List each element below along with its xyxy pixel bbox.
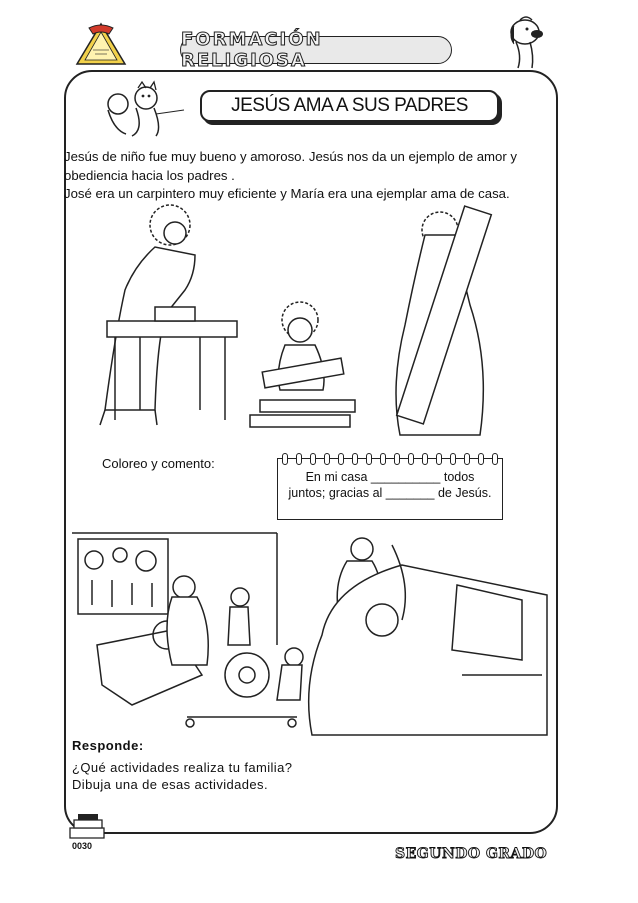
cat-mascot-icon <box>96 80 186 140</box>
logo-triangle-icon <box>75 22 127 66</box>
snoopy-icon <box>500 12 550 72</box>
jose-carpenter-figure <box>100 205 237 425</box>
question-line-2: Dibuja una de esas actividades. <box>72 777 268 792</box>
fill-in-note <box>277 458 503 520</box>
subject-banner <box>180 29 452 71</box>
family-workshop-illustration <box>72 525 547 735</box>
note-spiral <box>278 453 502 465</box>
book-stack-icon <box>68 812 108 842</box>
grade-label: SEGUNDO GRADO <box>395 846 548 862</box>
lesson-title-box <box>200 90 499 122</box>
intro-paragraph-1: Jesús de niño fue muy bueno y amoroso. Jesús nos da un ejemplo de amor y obediencia hacia los padres . <box>64 149 518 183</box>
child-jesus-figure <box>250 302 355 427</box>
coloreo-label: Coloreo y comento: <box>102 456 215 471</box>
fill-in-sentence[interactable]: En mi casa __________ todos juntos; gracias al _______ de Jesús. <box>288 470 492 500</box>
question-line-1: ¿Qué actividades realiza tu familia? <box>72 760 293 775</box>
maria-figure <box>396 206 491 435</box>
holy-family-illustration <box>95 195 535 440</box>
responde-heading: Responde: <box>72 738 144 753</box>
intro-paragraph-2: José era un carpintero muy eficiente y María era una ejemplar ama de casa. <box>64 186 510 201</box>
page-number: 0030 <box>72 841 93 851</box>
subject-banner-text: FORMACIÓN RELIGIOSA <box>181 29 323 71</box>
lesson-title: JESÚS AMA A SUS PADRES <box>231 95 468 116</box>
